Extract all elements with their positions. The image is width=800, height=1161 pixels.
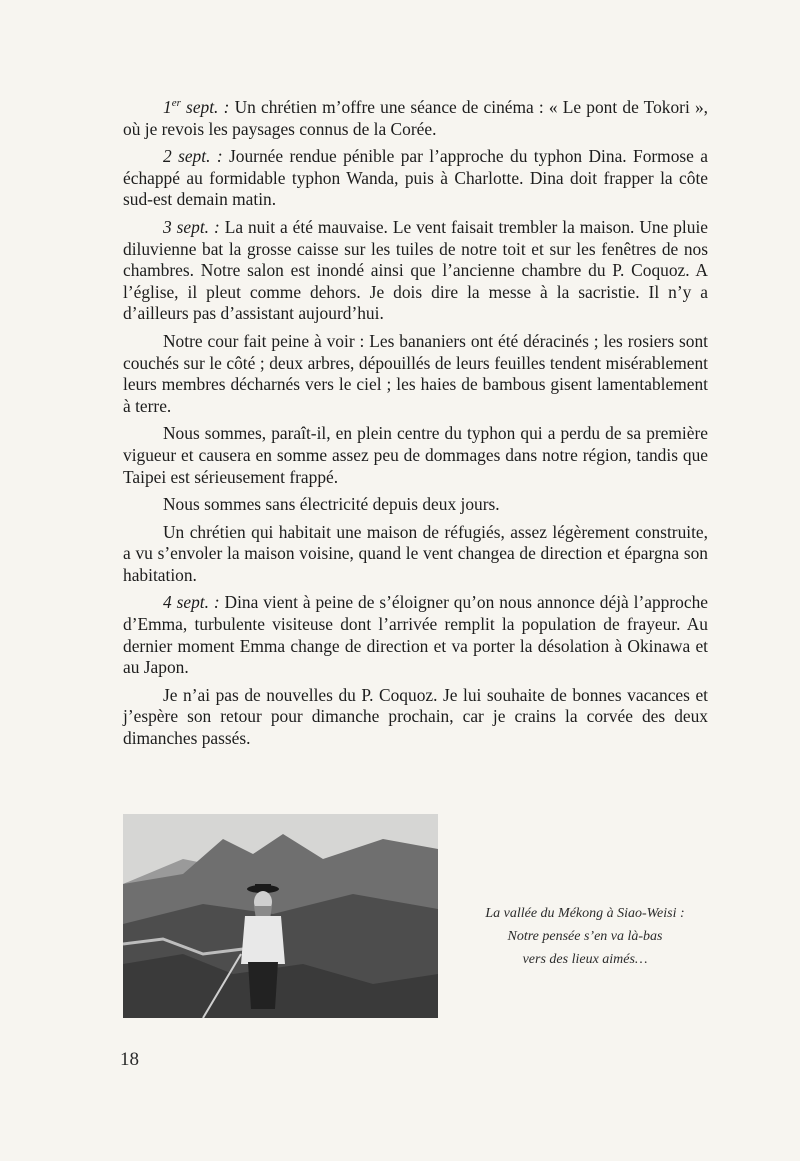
photo-caption [455, 902, 715, 971]
caption-line: La vallée du Mékong à Siao-Weisi : [485, 906, 685, 921]
paragraph-body: La nuit a été mauvaise. Le vent faisait trembler la maison. Une pluie diluvienne bat la grosse caisse sur les tuiles de notre toit et sur les fenêtres de nos chambres. Notre salon est inondé ainsi que l’ancienne chambre du P. Coquoz. A l’église, il pleut comme dehors. Je dois dire la messe à la sacristie. Il n’y a d’ailleurs pas d’assistant aujourd’hui. [123, 216, 709, 324]
date-label: 3 sept. : [163, 216, 220, 237]
paragraph-body: Journée rendue pénible par l’approche du typhon Dina. Formose a échappé au formidable typhon Wanda, puis à Charlotte. Dina doit frapper la côte sud-est demain matin. [123, 146, 708, 210]
caption-line: Notre pensée s’en va là-bas [507, 929, 663, 944]
paragraph-refugee-house: Un chrétien qui habitait une maison de réfugiés, assez légèrement construite, a vu s’envoler la maison voisine, quand le vent changea de direction et épargna son habitation. [123, 521, 708, 585]
date-label: 2 sept. : [163, 146, 223, 167]
date-label: 4 sept. : [163, 592, 220, 613]
paragraph-sept-3 [123, 217, 708, 325]
paragraph-coquoz: Je n’ai pas de nouvelles du P. Coquoz. Je lui souhaite de bonnes vacances et j’espère son retour pour dimanche prochain, car je crains la corvée des deux dimanches passés. [123, 684, 708, 749]
caption-line: vers des lieux aimés… [522, 952, 648, 967]
paragraph-body: Dina vient à peine de s’éloigner qu’on nous annonce déjà l’approche d’Emma, turbulente visiteuse dont l’arrivée remplit la population de frayeur. Au dernier moment Emma change de direction et va porter la désolation à Okinawa et au Japon. [123, 592, 708, 678]
paragraph-sept-4 [123, 592, 708, 678]
paragraph-body: Un chrétien m’offre une séance de cinéma : « Le pont de Tokori », où je revois les paysages connus de la Corée. [123, 97, 708, 139]
paragraph-courtyard: Notre cour fait peine à voir : Les bananiers ont été déracinés ; les rosiers sont couchés sur le côté ; deux arbres, dépouillés de leurs feuilles tendent misérablement leurs membres décharnés vers le ciel ; les haies de bambous gisent lamentablement à terre. [123, 330, 708, 416]
paragraph-sept-1 [123, 97, 708, 140]
page-number: 18 [120, 1049, 139, 1070]
paragraph-typhoon-center: Nous sommes, paraît-il, en plein centre du typhon qui a perdu de sa première vigueur et causera en somme assez peu de dommages dans notre région, tandis que Taipei est sérieusement frappé. [123, 423, 708, 487]
mekong-valley-photo [123, 814, 438, 1018]
date-label: 1er sept. : [163, 97, 230, 117]
paragraph-sept-2 [123, 146, 708, 211]
paragraph-no-electricity: Nous sommes sans électricité depuis deux jours. [163, 494, 500, 515]
article-text [123, 97, 708, 756]
